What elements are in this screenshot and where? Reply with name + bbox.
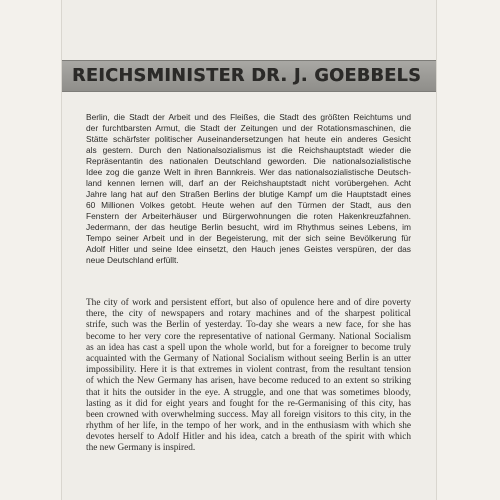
german-line: Jedermann, der das heutige Berlin besucht, wird im Rhythmus seines Lebens, im [86, 222, 411, 232]
english-line: the new Germany is inspired. [86, 443, 196, 454]
english-line: there, the city of newspapers and rotary machines and of the sharpest political [86, 309, 411, 320]
german-line: Jahre lang hat auf den Straßen Berlins der blutige Kampf um die Hauptstadt eines [86, 189, 411, 199]
german-paragraph [86, 112, 411, 266]
headline: REICHSMINISTER DR. J. GOEBBELS [72, 66, 422, 86]
german-line: Repräsentantin des nationalen Deutschland geworden. Die nationalsozialistische [86, 156, 411, 166]
english-line: The city of work and persistent effort, but also of opulence here and of dire poverty [86, 298, 411, 308]
english-line: rhythm of her life, in the tempo of her work, and in the enthusiasm with which she [86, 421, 411, 432]
english-line: that it hits the outsider in the eye. A struggle, and one that was sometimes bloody, [86, 387, 411, 398]
german-line: als gestern. Durch den Nationalsozialismus ist die Reichshauptstadt wieder die [86, 145, 411, 155]
german-line: Fenstern der Arbeiterhäuser und Bürgerwohnungen die roten Hakenkreuzfahnen. [86, 211, 411, 221]
german-line: Berlin, die Stadt der Arbeit und des Fleißes, die Stadt des größten Reichtums und [86, 112, 411, 122]
german-line: 60 Millionen Volkes getobt. Heute wehen auf den Türmen der Stadt, aus den [86, 200, 411, 210]
english-line: devotes herself to Adolf Hitler and his idea, catch a breath of the spirit with which [86, 432, 411, 443]
english-paragraph [86, 298, 411, 455]
german-line: Adolf Hitler und seine Idee einsetzt, den Hauch jenes Geistes verspüren, der das [86, 244, 411, 254]
german-line: land kennen lernen will, darf an der Reichshauptstadt nicht vorübergehen. Acht [86, 178, 411, 188]
english-line: as an idea has cast a spell upon the whole world, but for a foreigner to become truly [86, 342, 411, 353]
english-line: of which the New Germany has arisen, have become reduced to an extent so striking [86, 376, 411, 387]
german-line: neue Deutschland erfüllt. [86, 255, 179, 265]
english-line: strife, such was the Berlin of yesterday. To-day she wears a new face, for she has [86, 320, 411, 331]
german-line: Idee zog die ganze Welt in ihren Bannkreis. Wer das nationalsozialistische Deutsch- [86, 167, 411, 177]
english-line: been crowned with overwhelming success. May all foreign visitors to this city, in the [86, 409, 411, 420]
english-line: become to her very core the representative of national Germany. National Socialism [86, 331, 411, 342]
german-line: Tempo seiner Arbeit und in der Begeisterung, mit der sich seine Bevölkerung für [86, 233, 411, 243]
german-line: der furchtbarsten Armut, die Stadt der Zeitungen und der Rotationsmaschinen, die [86, 123, 411, 133]
english-line: impossibility. Here it is that extremes in violent contrast, from the resultant tension [86, 365, 411, 376]
german-line: Stätte schärfster politischer Auseinandersetzungen hat heute ein anderes Gesicht [86, 134, 411, 144]
english-line: acquainted with the Germany of National Socialism without seeing Berlin is an utter [86, 353, 411, 364]
english-line: lasting as it did for eight years and fought for the re-Germanising of this city, has [86, 398, 411, 409]
document-page [62, 0, 436, 500]
headline-band [62, 60, 436, 92]
